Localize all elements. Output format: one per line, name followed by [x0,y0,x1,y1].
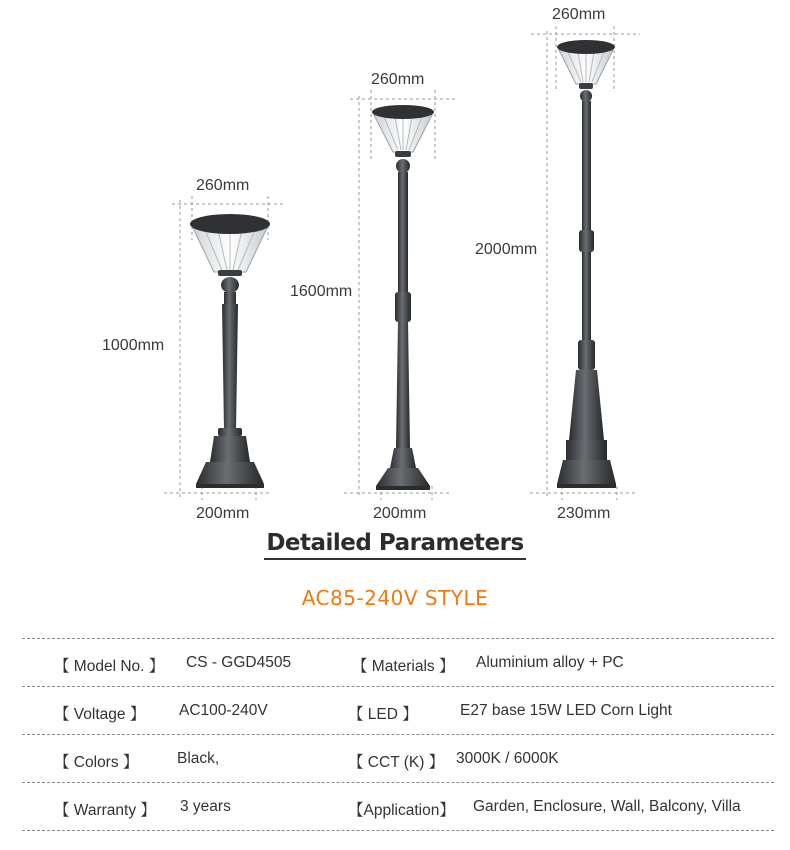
style-subtitle: AC85-240V STYLE [301,586,489,610]
lamp1-base-width: 200mm [196,505,250,522]
lamp2-top-width: 260mm [371,71,425,88]
param-value: Black, [177,750,220,767]
param-label: 【 Warranty 】 [54,802,156,819]
param-row [22,686,774,734]
section-title-wrap [0,530,790,560]
param-row [22,734,774,782]
lamp1-height: 1000mm [102,337,165,354]
param-value: AC100-240V [179,702,268,719]
param-label: 【 CCT (K) 】 [348,754,445,771]
lamp3-base-width: 230mm [557,505,611,522]
param-value: Garden, Enclosure, Wall, Balcony, Villa [473,798,741,815]
parameters-table [22,638,774,831]
param-label: 【 Colors 】 [54,754,139,771]
param-row [22,638,774,686]
param-value: 3000K / 6000K [456,750,559,767]
lamp-1600mm [372,105,434,490]
lamp-1000mm [190,214,270,488]
lamp-2000mm [557,40,616,488]
lamp3-height: 2000mm [475,241,538,258]
lamp3-top-width: 260mm [552,6,606,23]
param-label: 【 Voltage 】 [54,706,146,723]
param-label: 【 LED 】 [348,706,418,723]
param-value: E27 base 15W LED Corn Light [460,702,672,719]
param-label: 【 Model No. 】 [54,658,165,675]
lamp2-base-width: 200mm [373,505,427,522]
param-label: 【Application】 [348,802,455,819]
section-title: Detailed Parameters [264,530,525,560]
param-row [22,782,774,831]
param-value: Aluminium alloy + PC [476,654,624,671]
param-value: 3 years [180,798,231,815]
param-value: CS - GGD4505 [186,654,292,671]
lamp2-height: 1600mm [290,283,353,300]
lamp1-top-width: 260mm [196,177,250,194]
param-label: 【 Materials 】 [352,658,455,675]
